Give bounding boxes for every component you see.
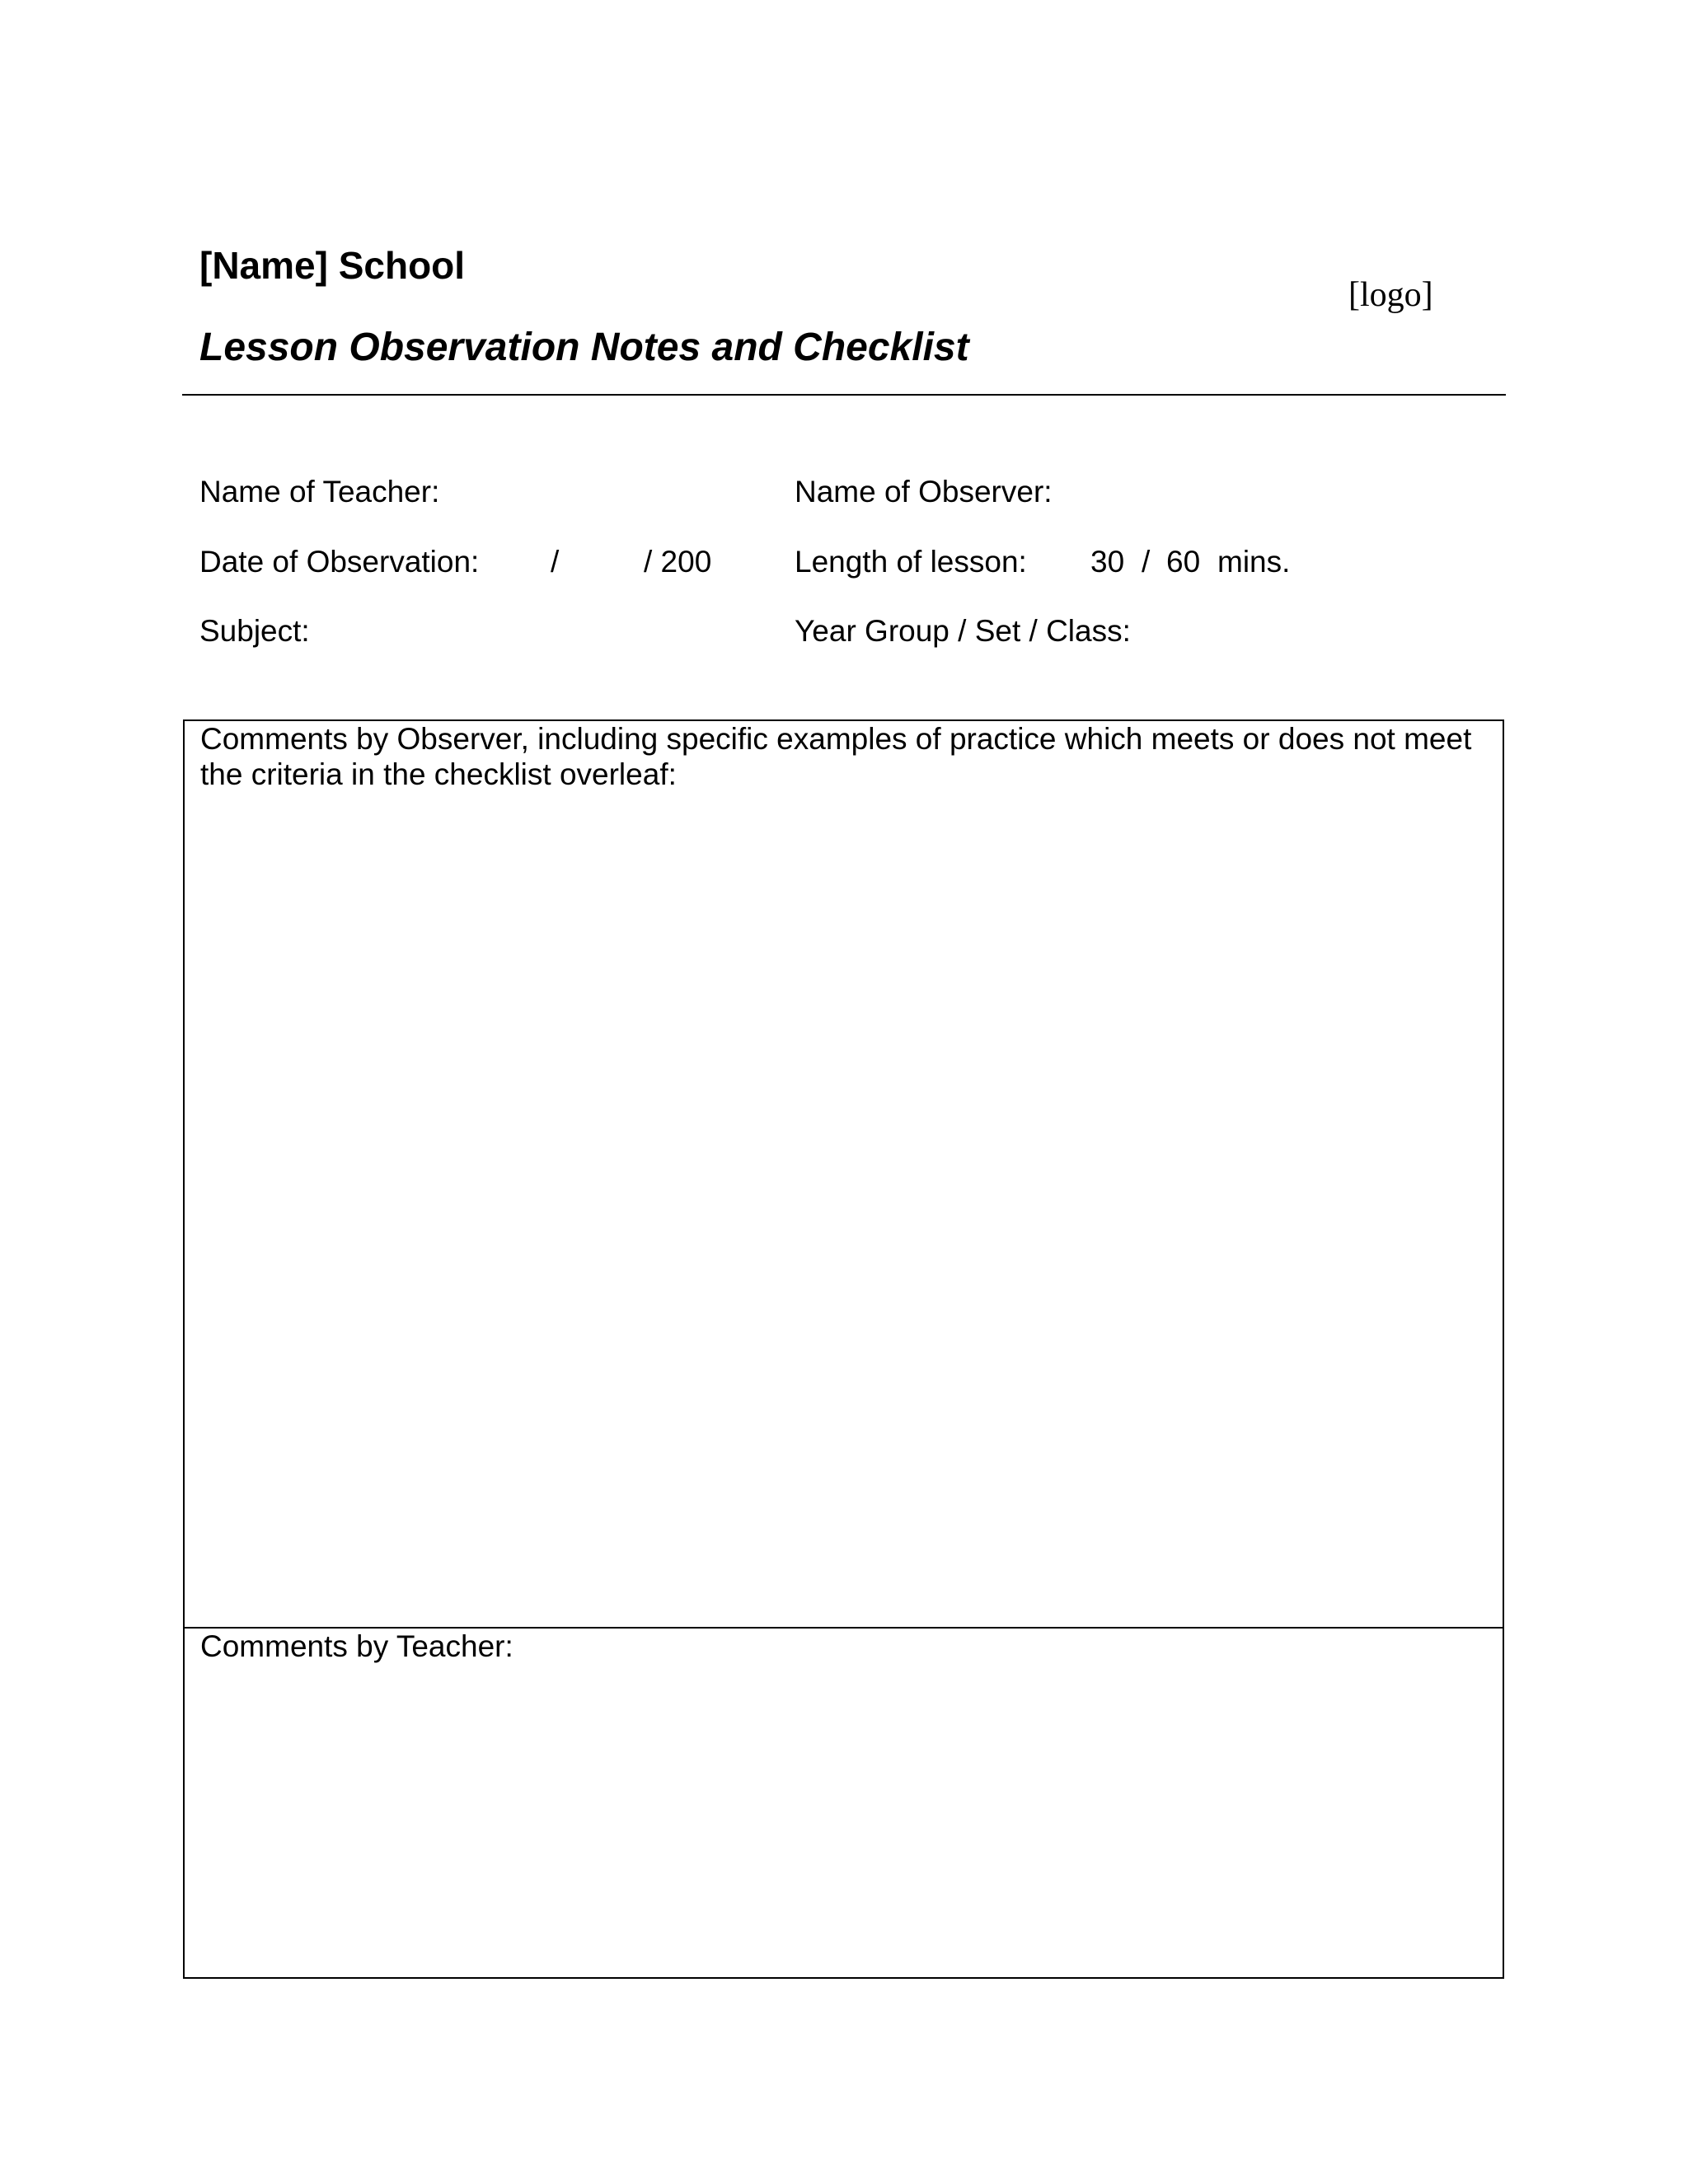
lesson-length-30-option: 30 xyxy=(1090,545,1125,579)
document-title: Lesson Observation Notes and Checklist xyxy=(199,326,969,369)
lesson-length-60-option: 60 xyxy=(1166,545,1201,579)
header-divider xyxy=(182,394,1506,396)
lesson-length-unit: mins. xyxy=(1217,545,1291,579)
observer-name-label: Name of Observer: xyxy=(795,475,1053,509)
logo-placeholder: [logo] xyxy=(1348,276,1433,314)
lesson-length-label: Length of lesson: xyxy=(795,545,1027,579)
year-group-label: Year Group / Set / Class: xyxy=(795,614,1131,648)
teacher-comments-box[interactable] xyxy=(183,1627,1504,1979)
date-separator-year: / 200 xyxy=(644,545,712,579)
observer-comments-box[interactable] xyxy=(183,719,1504,1629)
teacher-name-label: Name of Teacher: xyxy=(199,475,440,509)
subject-label: Subject: xyxy=(199,614,310,648)
date-separator-day: / xyxy=(551,545,560,579)
school-name: [Name] School xyxy=(199,244,466,287)
lesson-length-separator: / xyxy=(1142,545,1151,579)
teacher-comments-label: Comments by Teacher: xyxy=(200,1629,513,1663)
date-label: Date of Observation: xyxy=(199,545,480,579)
observer-comments-label: Comments by Observer, including specific examples of practice which meets or does not meet the criteria in the checklist overleaf: xyxy=(200,722,1472,791)
